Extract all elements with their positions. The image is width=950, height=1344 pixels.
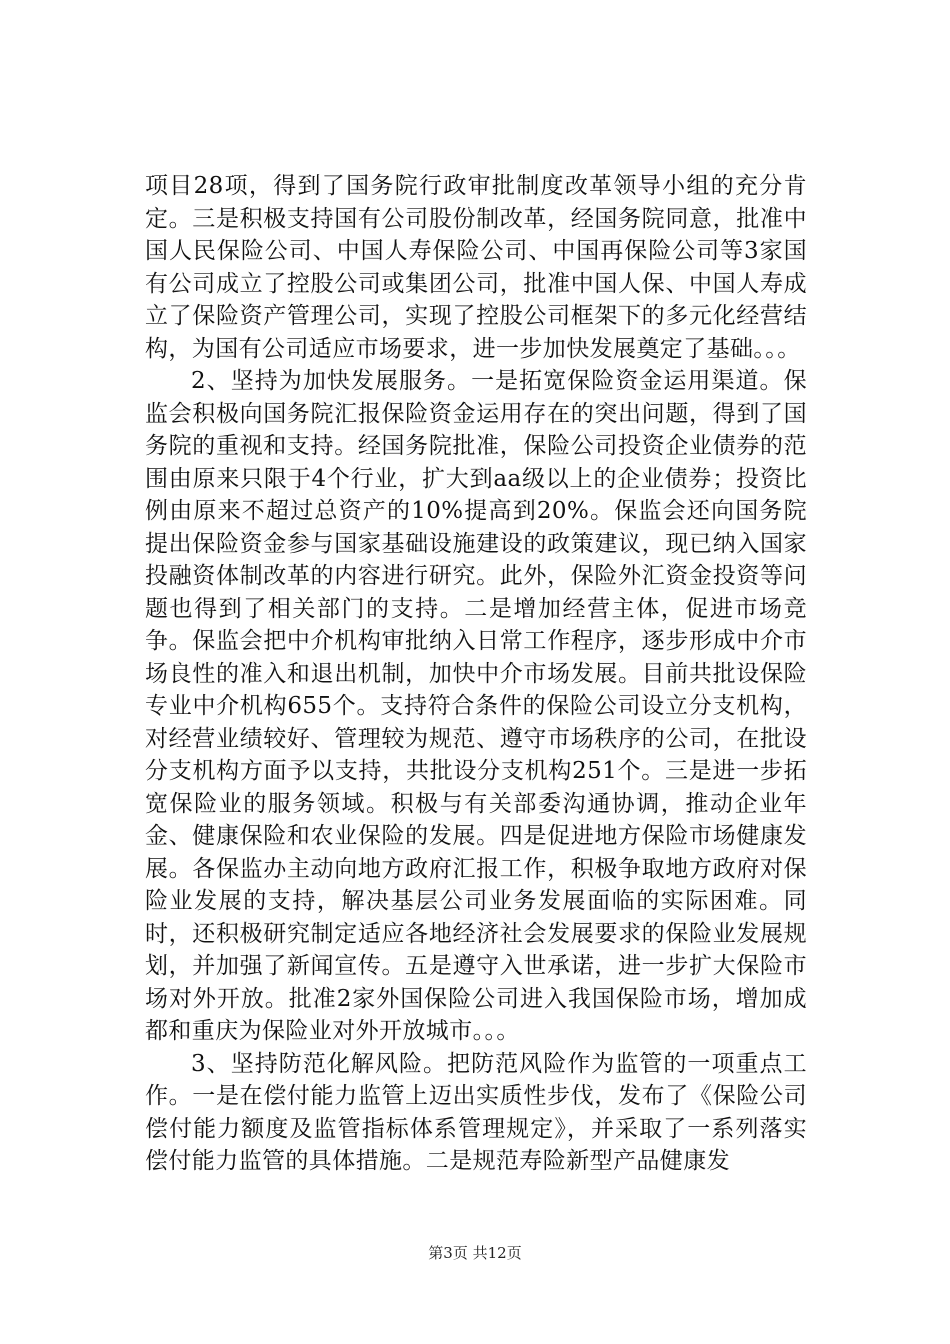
paragraph-continuation: 项目28项，得到了国务院行政审批制度改革领导小组的充分肯定。三是积极支持国有公司股份制改革，经国务院同意，批准中国人民保险公司、中国人寿保险公司、中国再保险公司等3家国有公司成立了控股公司或集团公司，批准中国人保、中国人寿成立了保险资产管理公司，实现了控股公司框架下的多元化经营结构，为国有公司适应市场要求，进一步加快发展奠定了基础。。。 <box>145 173 807 362</box>
paragraph-section-3: 3、坚持防范化解风险。把防范风险作为监管的一项重点工作。一是在偿付能力监管上迈出实质性步伐，发布了《保险公司偿付能力额度及监管指标体系管理规定》，并采取了一系列落实偿付能力监管的具体措施。二是规范寿险新型产品健康发 <box>145 1050 807 1174</box>
paragraph-section-2: 2、坚持为加快发展服务。一是拓宽保险资金运用渠道。保监会积极向国务院汇报保险资金运用存在的突出问题，得到了国务院的重视和支持。经国务院批准，保险公司投资企业债券的范围由原来只限于4个行业，扩大到aa级以上的企业债券；投资比例由原来不超过总资产的10%提高到20%。保监会还向国务院提出保险资金参与国家基础设施建设的政策建议，现已纳入国家投融资体制改革的内容进行研究。此外，保险外汇资金投资等问题也得到了相关部门的支持。二是增加经营主体，促进市场竞争。保监会把中介机构审批纳入日常工作程序，逐步形成中介市场良性的准入和退出机制，加快中介市场发展。目前共批设保险专业中介机构655个。支持符合条件的保险公司设立分支机构，对经营业绩较好、管理较为规范、遵守市场秩序的公司，在批设分支机构方面予以支持，共批设分支机构251个。三是进一步拓宽保险业的服务领域。积极与有关部委沟通协调，推动企业年金、健康保险和农业保险的发展。四是促进地方保险市场健康发展。各保监办主动向地方政府汇报工作，积极争取地方政府对保险业发展的支持，解决基层公司业务发展面临的实际困难。同时，还积极研究制定适应各地经济社会发展要求的保险业发展规划，并加强了新闻宣传。五是遵守入世承诺，进一步扩大保险市场对外开放。批准2家外国保险公司进入我国保险市场，增加成都和重庆为保险业对外开放城市。。。 <box>145 368 807 1044</box>
page-number-footer: 第3页 共12页 <box>428 1244 522 1262</box>
document-body <box>145 170 807 1178</box>
